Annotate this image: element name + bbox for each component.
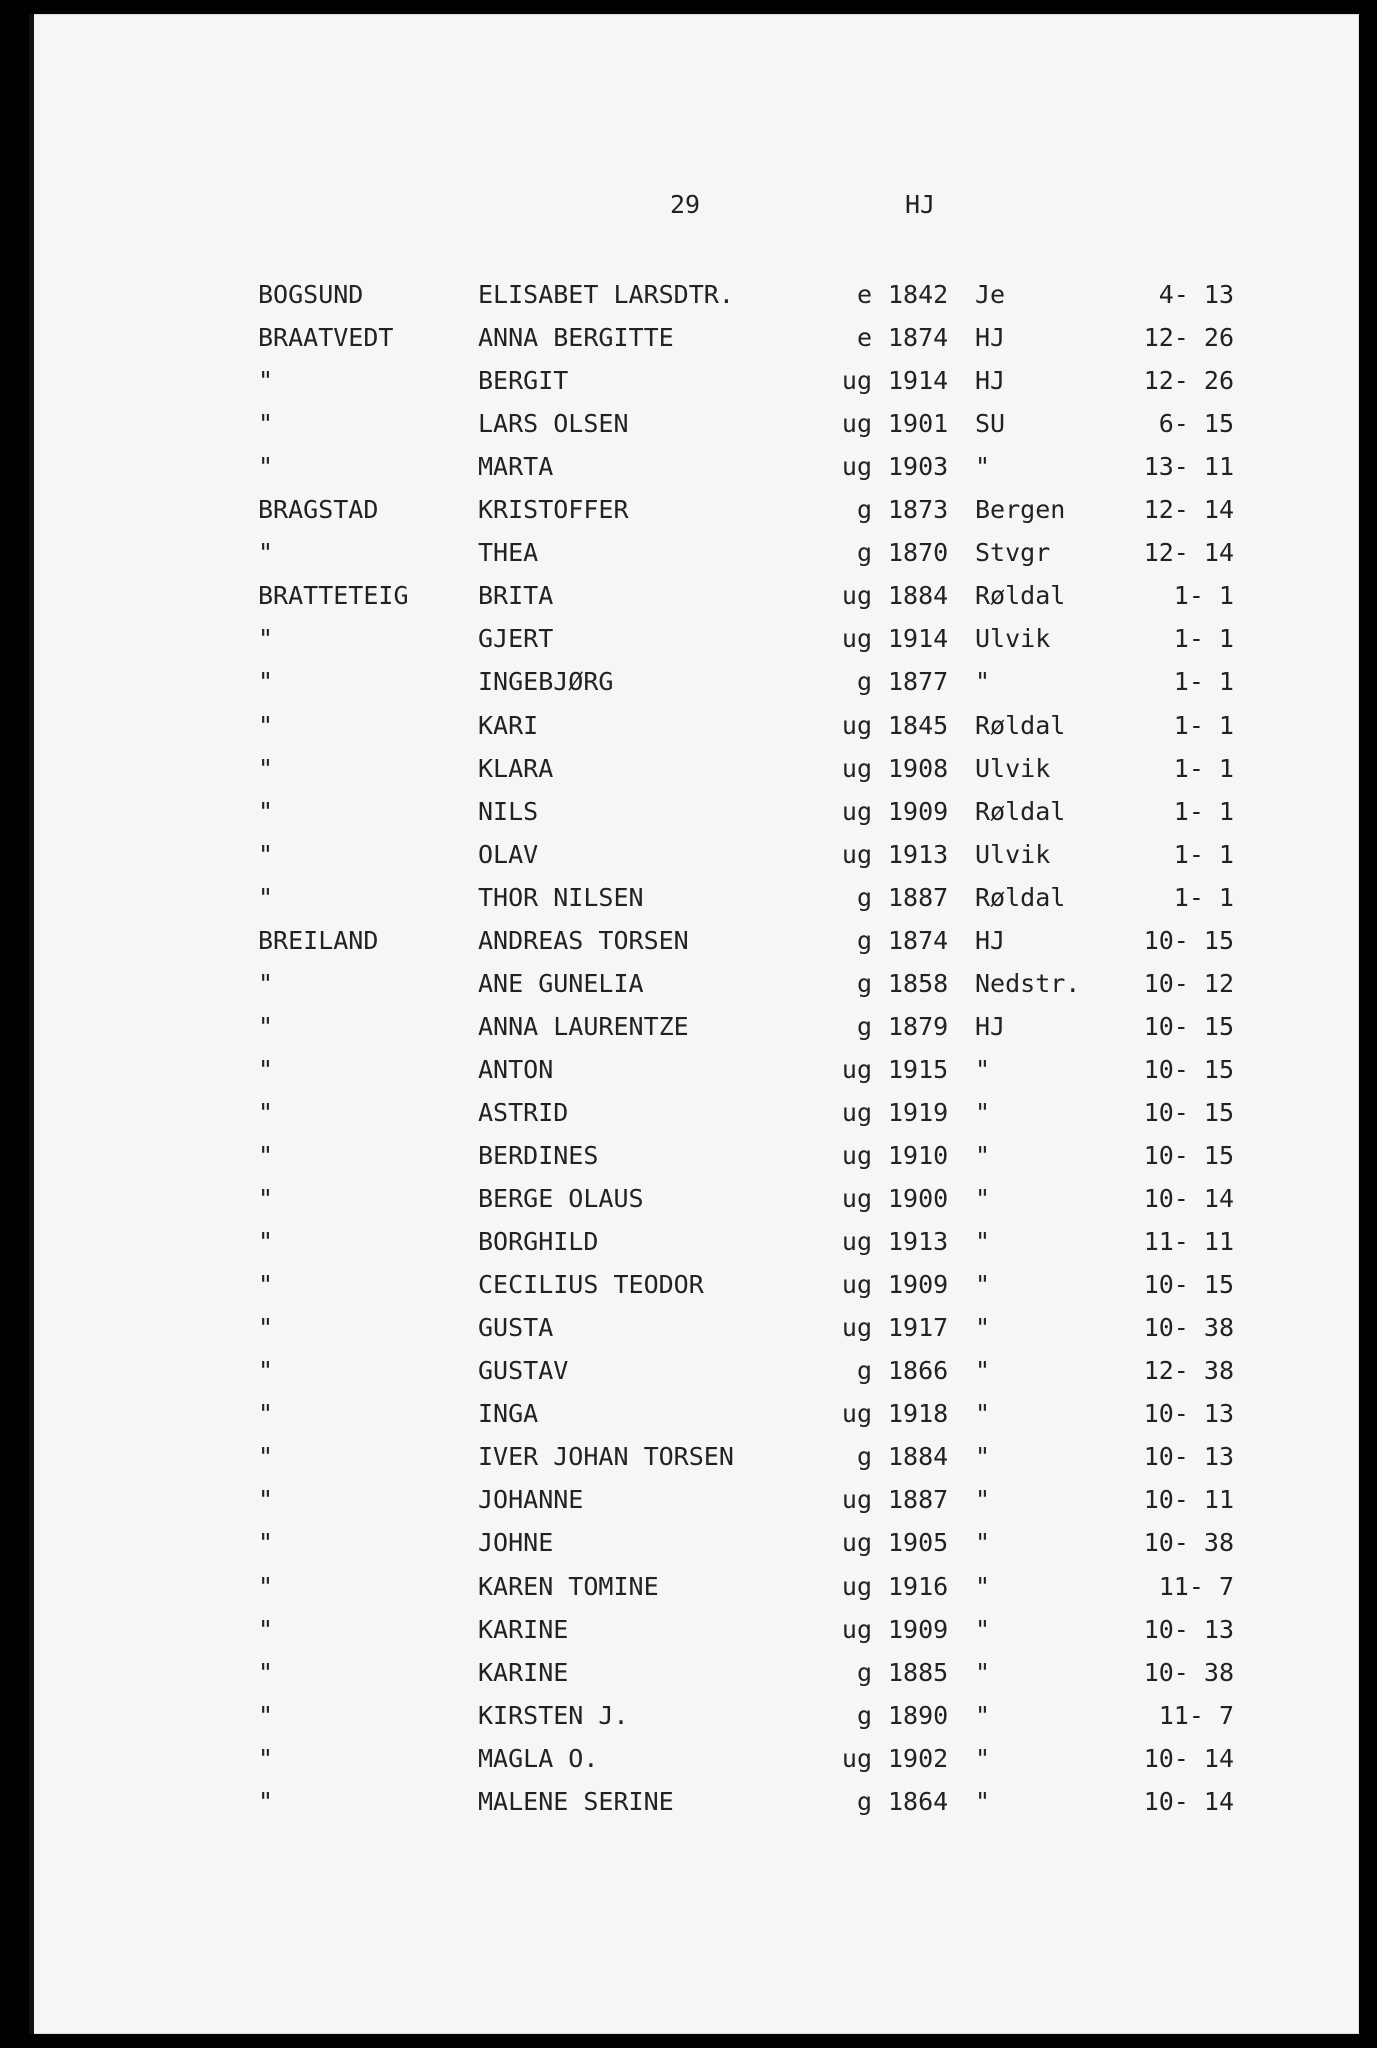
row-status: ug [841, 1485, 872, 1515]
row-given: ASTRID [478, 1097, 569, 1127]
row-given: INGEBJØRG [478, 667, 614, 697]
row-year: 1914 [888, 624, 949, 654]
row-year: 1877 [888, 667, 949, 697]
row-surname: " [258, 1097, 274, 1127]
page-header [0, 190, 1377, 230]
row-status: ug [841, 839, 872, 869]
row-surname: " [258, 538, 274, 568]
row-given: CECILIUS TEODOR [478, 1270, 704, 1300]
row-surname: " [258, 1184, 274, 1214]
row-code: 1- 1 [1173, 753, 1234, 783]
row-place: " [975, 1743, 991, 1773]
register-row [0, 323, 1377, 359]
row-place: Røldal [975, 796, 1066, 826]
page-number: 29 [670, 190, 701, 219]
row-place: Je [975, 280, 1006, 309]
register-row [0, 366, 1377, 402]
row-given: ANNA BERGITTE [478, 323, 674, 353]
row-given: BERGE OLAUS [478, 1184, 644, 1214]
register-row [0, 667, 1377, 703]
register-row [0, 754, 1377, 790]
row-status: ug [841, 1141, 872, 1170]
row-status: ug [841, 796, 872, 826]
row-place: Nedstr. [975, 968, 1081, 998]
row-surname: " [258, 1657, 274, 1687]
row-given: NILS [478, 796, 539, 826]
row-code: 1- 1 [1173, 667, 1234, 697]
row-status: e [856, 323, 872, 353]
register-row [0, 581, 1377, 617]
row-surname: " [258, 1399, 274, 1429]
row-surname: BREILAND [258, 925, 379, 955]
row-place: " [975, 452, 991, 482]
row-status: ug [841, 1097, 872, 1127]
row-year: 1905 [888, 1528, 949, 1558]
register-row [0, 280, 1377, 316]
row-given: KARI [478, 710, 539, 740]
row-year: 1916 [888, 1571, 949, 1601]
row-code: 12- 38 [1143, 1356, 1234, 1386]
row-year: 1864 [888, 1786, 949, 1816]
row-code: 1- 1 [1173, 796, 1234, 826]
row-place: HJ [975, 323, 1006, 353]
page-code: HJ [905, 190, 936, 219]
row-code: 12- 14 [1143, 538, 1234, 568]
row-status: g [856, 1786, 872, 1816]
register-row [0, 1615, 1377, 1651]
register-row [0, 1528, 1377, 1564]
row-given: ELISABET LARSDTR. [478, 280, 734, 309]
row-place: " [975, 1141, 991, 1170]
row-code: 1- 1 [1173, 581, 1234, 611]
register-row [0, 495, 1377, 531]
row-code: 10- 38 [1143, 1657, 1234, 1687]
row-status: g [856, 1657, 872, 1687]
register-row [0, 1270, 1377, 1306]
row-given: KLARA [478, 753, 554, 783]
row-surname: BRATTETEIG [258, 581, 409, 611]
row-year: 1879 [888, 1011, 949, 1041]
row-given: JOHANNE [478, 1485, 584, 1515]
row-status: ug [841, 1743, 872, 1773]
register-row [0, 409, 1377, 445]
row-year: 1909 [888, 796, 949, 826]
row-given: ANDREAS TORSEN [478, 925, 689, 955]
row-code: 11- 7 [1158, 1700, 1234, 1730]
row-year: 1903 [888, 452, 949, 482]
row-place: Røldal [975, 882, 1066, 912]
row-surname: " [258, 667, 274, 697]
register-row [0, 1227, 1377, 1263]
row-status: ug [841, 1528, 872, 1558]
row-status: ug [841, 753, 872, 783]
row-surname: BOGSUND [258, 280, 364, 309]
row-code: 10- 15 [1143, 1097, 1234, 1127]
row-surname: " [258, 366, 274, 396]
row-surname: " [258, 1054, 274, 1084]
row-place: HJ [975, 366, 1006, 396]
register-row [0, 1485, 1377, 1521]
row-code: 6- 15 [1158, 409, 1234, 439]
row-given: BERDINES [478, 1141, 599, 1170]
row-place: " [975, 1313, 991, 1343]
row-place: Røldal [975, 581, 1066, 611]
row-place: Ulvik [975, 839, 1051, 869]
row-year: 1901 [888, 409, 949, 439]
row-given: KIRSTEN J. [478, 1700, 629, 1730]
row-surname: " [258, 1743, 274, 1773]
row-year: 1917 [888, 1313, 949, 1343]
row-surname: " [258, 1614, 274, 1644]
row-surname: " [258, 1442, 274, 1472]
row-year: 1885 [888, 1657, 949, 1687]
register-row [0, 1141, 1377, 1177]
row-code: 10- 11 [1143, 1485, 1234, 1515]
row-year: 1910 [888, 1141, 949, 1170]
row-year: 1890 [888, 1700, 949, 1730]
row-surname: " [258, 710, 274, 740]
row-status: ug [841, 1571, 872, 1601]
row-status: ug [841, 1270, 872, 1300]
row-given: ANNA LAURENTZE [478, 1011, 689, 1041]
row-status: ug [841, 409, 872, 439]
register-row [0, 1356, 1377, 1392]
row-given: KARINE [478, 1657, 569, 1687]
row-status: g [856, 1011, 872, 1041]
register-row [0, 840, 1377, 876]
row-year: 1913 [888, 1227, 949, 1257]
row-status: ug [841, 581, 872, 611]
register-row [0, 1658, 1377, 1694]
row-status: ug [841, 452, 872, 482]
row-year: 1874 [888, 323, 949, 353]
row-surname: " [258, 796, 274, 826]
register-row [0, 1012, 1377, 1048]
row-code: 10- 15 [1143, 1270, 1234, 1300]
register-row [0, 1055, 1377, 1091]
row-surname: " [258, 1528, 274, 1558]
row-status: ug [841, 1614, 872, 1644]
row-status: g [856, 968, 872, 998]
row-place: " [975, 1485, 991, 1515]
row-code: 10- 14 [1143, 1184, 1234, 1214]
row-place: " [975, 1442, 991, 1472]
row-code: 10- 15 [1143, 1054, 1234, 1084]
register-row [0, 883, 1377, 919]
row-surname: " [258, 753, 274, 783]
row-given: LARS OLSEN [478, 409, 629, 439]
row-year: 1870 [888, 538, 949, 568]
row-year: 1900 [888, 1184, 949, 1214]
row-given: KAREN TOMINE [478, 1571, 659, 1601]
row-status: g [856, 882, 872, 912]
row-surname: " [258, 1141, 274, 1170]
register-row [0, 711, 1377, 747]
register-row [0, 797, 1377, 833]
row-status: ug [841, 624, 872, 654]
row-surname: " [258, 409, 274, 439]
row-given: THOR NILSEN [478, 882, 644, 912]
register-row [0, 1313, 1377, 1349]
row-place: " [975, 1657, 991, 1687]
row-place: " [975, 1614, 991, 1644]
row-surname: " [258, 1227, 274, 1257]
row-code: 1- 1 [1173, 710, 1234, 740]
row-place: Bergen [975, 495, 1066, 525]
row-code: 10- 15 [1143, 925, 1234, 955]
row-surname: " [258, 839, 274, 869]
register-row [0, 1098, 1377, 1134]
row-given: MARTA [478, 452, 554, 482]
row-place: " [975, 1054, 991, 1084]
row-place: " [975, 1184, 991, 1214]
row-status: ug [841, 1054, 872, 1084]
row-code: 4- 13 [1158, 280, 1234, 309]
row-year: 1873 [888, 495, 949, 525]
row-code: 1- 1 [1173, 839, 1234, 869]
row-given: KARINE [478, 1614, 569, 1644]
row-surname: BRAGSTAD [258, 495, 379, 525]
row-surname: " [258, 968, 274, 998]
row-place: " [975, 1097, 991, 1127]
row-code: 1- 1 [1173, 882, 1234, 912]
row-code: 10- 13 [1143, 1442, 1234, 1472]
row-code: 10- 12 [1143, 968, 1234, 998]
row-year: 1909 [888, 1614, 949, 1644]
row-status: ug [841, 710, 872, 740]
row-year: 1858 [888, 968, 949, 998]
row-year: 1913 [888, 839, 949, 869]
row-year: 1884 [888, 1442, 949, 1472]
register-row [0, 1572, 1377, 1608]
row-year: 1918 [888, 1399, 949, 1429]
row-place: Ulvik [975, 753, 1051, 783]
row-surname: " [258, 882, 274, 912]
register-row [0, 538, 1377, 574]
row-place: " [975, 1356, 991, 1386]
row-given: KRISTOFFER [478, 495, 629, 525]
row-surname: " [258, 1270, 274, 1300]
row-code: 12- 26 [1143, 323, 1234, 353]
row-place: " [975, 1227, 991, 1257]
register-row [0, 969, 1377, 1005]
row-surname: " [258, 1313, 274, 1343]
row-status: ug [841, 1184, 872, 1214]
row-code: 10- 15 [1143, 1011, 1234, 1041]
row-place: Røldal [975, 710, 1066, 740]
row-status: ug [841, 1399, 872, 1429]
row-year: 1915 [888, 1054, 949, 1084]
row-status: e [856, 280, 872, 309]
row-given: IVER JOHAN TORSEN [478, 1442, 734, 1472]
register-row [0, 1787, 1377, 1823]
row-place: " [975, 1700, 991, 1730]
register-row [0, 624, 1377, 660]
row-given: GUSTAV [478, 1356, 569, 1386]
row-given: ANTON [478, 1054, 554, 1084]
row-place: " [975, 1528, 991, 1558]
row-year: 1874 [888, 925, 949, 955]
row-year: 1887 [888, 1485, 949, 1515]
row-place: " [975, 1571, 991, 1601]
row-place: HJ [975, 925, 1006, 955]
row-status: ug [841, 1313, 872, 1343]
row-status: g [856, 1442, 872, 1472]
row-code: 11- 7 [1158, 1571, 1234, 1601]
row-place: Stvgr [975, 538, 1051, 568]
row-code: 1- 1 [1173, 624, 1234, 654]
row-given: THEA [478, 538, 539, 568]
row-surname: " [258, 1011, 274, 1041]
row-given: GUSTA [478, 1313, 554, 1343]
row-status: g [856, 538, 872, 568]
row-given: MAGLA O. [478, 1743, 599, 1773]
row-given: BERGIT [478, 366, 569, 396]
register-row [0, 1399, 1377, 1435]
row-surname: " [258, 1786, 274, 1816]
row-place: HJ [975, 1011, 1006, 1041]
row-code: 10- 14 [1143, 1743, 1234, 1773]
row-year: 1914 [888, 366, 949, 396]
row-surname: " [258, 624, 274, 654]
row-status: g [856, 1700, 872, 1730]
row-given: GJERT [478, 624, 554, 654]
row-year: 1919 [888, 1097, 949, 1127]
row-surname: BRAATVEDT [258, 323, 394, 353]
row-surname: " [258, 1356, 274, 1386]
row-code: 10- 14 [1143, 1786, 1234, 1816]
row-year: 1902 [888, 1743, 949, 1773]
register-row [0, 926, 1377, 962]
register-row [0, 1744, 1377, 1780]
row-year: 1866 [888, 1356, 949, 1386]
row-code: 10- 13 [1143, 1399, 1234, 1429]
row-status: g [856, 667, 872, 697]
row-place: Ulvik [975, 624, 1051, 654]
row-given: BORGHILD [478, 1227, 599, 1257]
row-given: ANE GUNELIA [478, 968, 644, 998]
row-year: 1909 [888, 1270, 949, 1300]
row-code: 13- 11 [1143, 452, 1234, 482]
row-surname: " [258, 1700, 274, 1730]
row-status: g [856, 1356, 872, 1386]
row-surname: " [258, 1571, 274, 1601]
row-status: g [856, 495, 872, 525]
row-year: 1845 [888, 710, 949, 740]
row-given: JOHNE [478, 1528, 554, 1558]
register-row [0, 1442, 1377, 1478]
register-row [0, 1701, 1377, 1737]
row-year: 1908 [888, 753, 949, 783]
row-given: MALENE SERINE [478, 1786, 674, 1816]
row-surname: " [258, 1485, 274, 1515]
row-code: 12- 14 [1143, 495, 1234, 525]
row-code: 10- 38 [1143, 1528, 1234, 1558]
row-status: ug [841, 1227, 872, 1257]
row-place: " [975, 1399, 991, 1429]
row-year: 1842 [888, 280, 949, 309]
row-status: ug [841, 366, 872, 396]
row-place: SU [975, 409, 1006, 439]
row-code: 12- 26 [1143, 366, 1234, 396]
row-code: 10- 13 [1143, 1614, 1234, 1644]
row-code: 10- 15 [1143, 1141, 1234, 1170]
row-place: " [975, 1786, 991, 1816]
row-place: " [975, 667, 991, 697]
row-code: 10- 38 [1143, 1313, 1234, 1343]
row-given: OLAV [478, 839, 539, 869]
register-row [0, 1184, 1377, 1220]
row-place: " [975, 1270, 991, 1300]
row-given: BRITA [478, 581, 554, 611]
register-row [0, 452, 1377, 488]
row-given: INGA [478, 1399, 539, 1429]
row-surname: " [258, 452, 274, 482]
row-status: g [856, 925, 872, 955]
row-year: 1884 [888, 581, 949, 611]
row-code: 11- 11 [1143, 1227, 1234, 1257]
row-year: 1887 [888, 882, 949, 912]
